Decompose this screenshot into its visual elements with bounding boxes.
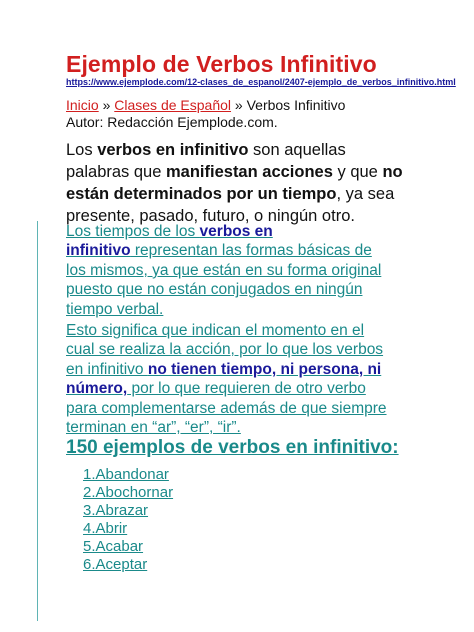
para-text: Los tiempos de los: [66, 223, 200, 240]
intro-bold-text: no: [382, 163, 403, 181]
margin-rule: [37, 221, 38, 621]
para-text: tiempo verbal.: [66, 300, 164, 318]
para-text: en infinitivo: [66, 360, 148, 378]
breadcrumb-separator: »: [98, 97, 115, 113]
verb-list: [83, 466, 173, 574]
list-item[interactable]: 1.Abandonar: [83, 466, 169, 483]
breadcrumb-category-link[interactable]: Clases de Español: [114, 97, 232, 113]
intro-paragraph: [66, 139, 416, 227]
para-bold-text: infinitivo: [66, 242, 131, 260]
source-url-link[interactable]: https://www.ejemplode.com/12-clases_de_espanol/2407-ejemplo_de_verbos_infinitivo.html: [66, 77, 456, 87]
intro-text: y que: [332, 163, 383, 181]
breadcrumb-separator: »: [231, 97, 247, 113]
explanation-paragraph-2[interactable]: [66, 321, 416, 437]
para-text: representan las formas básicas de: [130, 242, 372, 260]
para-text: puesto que no están conjugados en ningún: [66, 281, 363, 299]
intro-text: palabras que: [66, 163, 166, 181]
para-text: cual se realiza la acción, por lo que los verbos: [66, 341, 384, 359]
breadcrumb-current: Verbos Infinitivo: [246, 97, 346, 113]
intro-text: Los: [66, 141, 98, 159]
author-line: Autor: Redacción Ejemplode.com.: [66, 114, 278, 130]
para-text: Esto significa que indican el momento en el: [66, 322, 365, 339]
intro-text: , ya sea: [336, 185, 395, 203]
list-item[interactable]: 3.Abrazar: [83, 502, 149, 519]
page-title: Ejemplo de Verbos Infinitivo: [66, 51, 377, 77]
list-item[interactable]: 2.Abochornar: [83, 484, 174, 501]
para-text: los mismos, ya que están en su forma original: [66, 261, 382, 279]
para-bold-text: verbos en: [199, 223, 273, 240]
para-bold-text: no tienen tiempo, ni persona, ni: [147, 360, 382, 378]
breadcrumb-home-link[interactable]: Inicio: [66, 97, 99, 113]
intro-text: presente, pasado, futuro, o ningún otro.: [66, 207, 355, 225]
list-item[interactable]: 4.Abrir: [83, 520, 128, 537]
para-text: por lo que requieren de otro verbo: [127, 380, 366, 398]
para-bold-text: número,: [66, 380, 128, 398]
intro-bold-text: están determinados por un tiempo: [66, 185, 337, 203]
examples-heading[interactable]: 150 ejemplos de verbos en infinitivo:: [66, 437, 399, 458]
breadcrumb: [66, 97, 345, 114]
explanation-paragraph-1[interactable]: [66, 222, 416, 319]
list-item[interactable]: 5.Acabar: [83, 538, 144, 555]
para-text: para complementarse además de que siempre: [66, 399, 387, 417]
intro-bold-text: verbos en infinitivo: [97, 141, 249, 159]
intro-text: son aquellas: [248, 141, 346, 159]
list-item[interactable]: 6.Aceptar: [83, 556, 148, 573]
intro-bold-text: manifiestan acciones: [166, 163, 333, 181]
para-text: terminan en “ar”, “er”, “ir”.: [66, 419, 241, 437]
